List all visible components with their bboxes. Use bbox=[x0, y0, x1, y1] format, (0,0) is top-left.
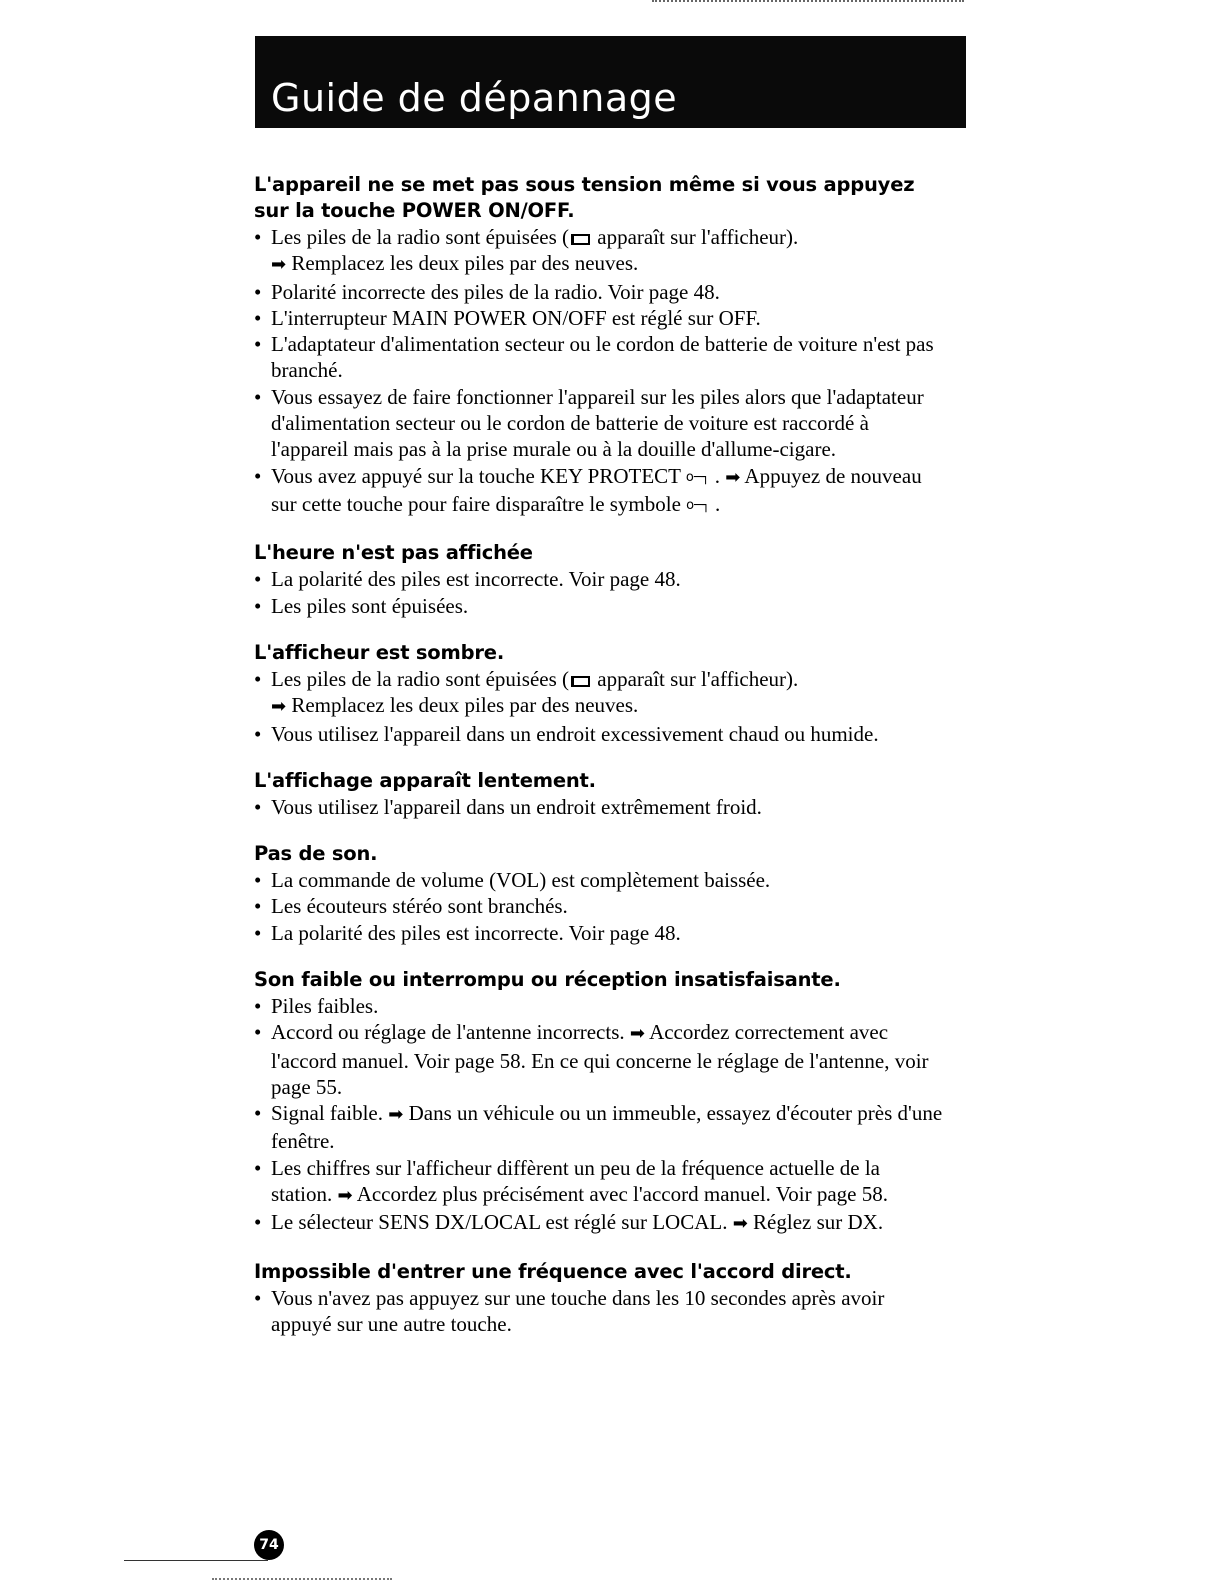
cause-text: La polarité des piles est incorrecte. Voir page 48. bbox=[271, 567, 681, 592]
key-icon: o─┐ bbox=[686, 498, 710, 514]
cause-text: Les piles de la radio sont épuisées ( bbox=[271, 666, 569, 691]
bullet-icon: • bbox=[254, 1020, 262, 1045]
scan-marks bbox=[652, 0, 964, 8]
remedy-text: Réglez sur DX. bbox=[753, 1210, 884, 1235]
cause-item bbox=[254, 1019, 944, 1100]
cause-item bbox=[254, 279, 944, 305]
cause-text: Polarité incorrecte des piles de la radio. Voir page 48. bbox=[271, 279, 720, 304]
bullet-icon: • bbox=[254, 1210, 262, 1235]
cause-text: L'adaptateur d'alimentation secteur ou le cordon de batterie de voiture n'est pas branché. bbox=[271, 332, 934, 383]
bullet-icon: • bbox=[254, 384, 262, 409]
cause-text: Signal faible. bbox=[271, 1101, 383, 1126]
arrow-right-icon: ➡ bbox=[271, 254, 287, 276]
remedy-text: Appuyez de nouveau sur cette touche pour faire disparaître le symbole bbox=[271, 463, 922, 516]
section-heading: Impossible d'entrer une fréquence avec l'accord direct. bbox=[254, 1259, 852, 1283]
trouble-section bbox=[254, 841, 944, 946]
cause-item bbox=[254, 721, 944, 747]
bullet-icon: • bbox=[254, 666, 262, 691]
bullet-icon: • bbox=[254, 894, 262, 919]
section-heading: L'afficheur est sombre. bbox=[254, 640, 505, 664]
bullet-icon: • bbox=[254, 332, 262, 357]
cause-item bbox=[254, 384, 944, 463]
trouble-section bbox=[254, 640, 944, 747]
cause-item bbox=[254, 794, 944, 820]
cause-list bbox=[254, 993, 944, 1238]
cause-text: Vous essayez de faire fonctionner l'appareil sur les piles alors que l'adaptateur d'alimentation secteur ou le cordon de batterie de voiture est raccordé à l'appareil mais pas à la prise murale ou à la douille d'allume-cigare. bbox=[271, 384, 924, 462]
battery-icon bbox=[571, 234, 590, 245]
section-heading: L'affichage apparaît lentement. bbox=[254, 768, 596, 792]
bullet-icon: • bbox=[254, 994, 262, 1018]
bullet-icon: • bbox=[254, 1101, 262, 1126]
cause-text: Les piles de la radio sont épuisées ( bbox=[271, 225, 569, 249]
trouble-section bbox=[254, 172, 944, 519]
cause-item bbox=[254, 666, 944, 721]
cause-text: Vous n'avez pas appuyez sur une touche dans les 10 secondes après avoir appuyé sur une autre touche. bbox=[271, 1285, 885, 1336]
cause-item bbox=[254, 893, 944, 919]
cause-text: apparaît sur l'afficheur). bbox=[592, 225, 799, 249]
key-icon: o─┐ bbox=[685, 469, 710, 485]
cause-text: Vous avez appuyé sur la touche KEY PROTECT bbox=[271, 463, 686, 488]
arrow-right-icon: ➡ bbox=[725, 466, 741, 488]
cause-item bbox=[254, 593, 944, 619]
arrow-right-icon: ➡ bbox=[388, 1104, 404, 1126]
cause-item bbox=[254, 1100, 944, 1155]
section-heading: L'heure n'est pas affichée bbox=[254, 541, 533, 565]
bullet-icon: • bbox=[254, 305, 262, 330]
cause-item bbox=[254, 305, 944, 331]
arrow-right-icon: ➡ bbox=[629, 1023, 645, 1045]
page-number: 74 bbox=[254, 1530, 284, 1560]
troubleshooting-content bbox=[254, 172, 944, 1358]
page-title: Guide de dépannage bbox=[271, 76, 678, 120]
cause-item bbox=[254, 331, 944, 384]
section-heading: Pas de son. bbox=[254, 842, 378, 866]
cause-item bbox=[254, 1285, 944, 1338]
remedy-text: Remplacez les deux piles par des neuves. bbox=[291, 693, 639, 718]
remedy-text: Remplacez les deux piles par des neuves. bbox=[291, 251, 639, 276]
cause-item bbox=[254, 224, 944, 279]
arrow-right-icon: ➡ bbox=[732, 1213, 748, 1235]
bullet-icon: • bbox=[254, 225, 262, 249]
footer-rule bbox=[124, 1560, 268, 1561]
bullet-icon: • bbox=[254, 279, 262, 304]
section-heading: Son faible ou interrompu ou réception insatisfaisante. bbox=[254, 968, 841, 991]
bullet-icon: • bbox=[254, 1155, 262, 1180]
remedy-text: Accordez correctement avec l'accord manuel. Voir page 58. En ce qui concerne le réglage de l'antenne, voir page 55. bbox=[271, 1020, 929, 1099]
trouble-section bbox=[254, 1259, 944, 1338]
scan-marks-bottom bbox=[212, 1578, 392, 1580]
remedy-text: Accordez plus précisément avec l'accord manuel. Voir page 58. bbox=[356, 1182, 888, 1207]
cause-text: . bbox=[709, 463, 726, 488]
cause-text: . bbox=[709, 492, 721, 516]
cause-list bbox=[254, 867, 944, 946]
bullet-icon: • bbox=[254, 920, 262, 945]
trouble-section bbox=[254, 967, 944, 1238]
cause-item bbox=[254, 463, 944, 520]
cause-item bbox=[254, 566, 944, 592]
cause-item bbox=[254, 867, 944, 893]
battery-icon bbox=[571, 676, 590, 687]
bullet-icon: • bbox=[254, 463, 262, 488]
cause-list bbox=[254, 1285, 944, 1338]
bullet-icon: • bbox=[254, 868, 262, 893]
cause-text: Les piles sont épuisées. bbox=[271, 593, 469, 618]
cause-list bbox=[254, 666, 944, 747]
cause-text: Piles faibles. bbox=[271, 994, 379, 1018]
cause-text: Le sélecteur SENS DX/LOCAL est réglé sur LOCAL. bbox=[271, 1210, 728, 1235]
bullet-icon: • bbox=[254, 593, 262, 618]
arrow-right-icon: ➡ bbox=[337, 1185, 353, 1207]
cause-item bbox=[254, 920, 944, 946]
bullet-icon: • bbox=[254, 721, 262, 746]
title-bar bbox=[255, 36, 966, 128]
cause-list bbox=[254, 566, 944, 619]
section-heading: L'appareil ne se met pas sous tension même si vous appuyez sur la touche POWER ON/OFF. bbox=[254, 173, 915, 222]
cause-item bbox=[254, 1155, 944, 1210]
cause-text: Accord ou réglage de l'antenne incorrects. bbox=[271, 1020, 625, 1045]
cause-list bbox=[254, 794, 944, 820]
cause-item bbox=[254, 1209, 944, 1237]
cause-text: Les chiffres sur l'afficheur diffèrent un peu de la fréquence actuelle de la station. bbox=[271, 1155, 880, 1207]
cause-text: apparaît sur l'afficheur). bbox=[592, 666, 799, 691]
trouble-section bbox=[254, 540, 944, 619]
trouble-section bbox=[254, 768, 944, 820]
cause-text: Vous utilisez l'appareil dans un endroit extrêmement froid. bbox=[271, 794, 762, 819]
cause-text: L'interrupteur MAIN POWER ON/OFF est réglé sur OFF. bbox=[271, 305, 761, 330]
bullet-icon: • bbox=[254, 567, 262, 592]
cause-text: La commande de volume (VOL) est complètement baissée. bbox=[271, 868, 771, 893]
bullet-icon: • bbox=[254, 1285, 262, 1310]
arrow-right-icon: ➡ bbox=[271, 696, 287, 718]
remedy-text: Dans un véhicule ou un immeuble, essayez d'écouter près d'une fenêtre. bbox=[271, 1101, 943, 1154]
cause-text: Vous utilisez l'appareil dans un endroit excessivement chaud ou humide. bbox=[271, 721, 879, 746]
bullet-icon: • bbox=[254, 794, 262, 819]
cause-text: Les écouteurs stéréo sont branchés. bbox=[271, 894, 568, 919]
cause-text: La polarité des piles est incorrecte. Voir page 48. bbox=[271, 920, 681, 945]
cause-list bbox=[254, 224, 944, 519]
cause-item bbox=[254, 993, 944, 1019]
